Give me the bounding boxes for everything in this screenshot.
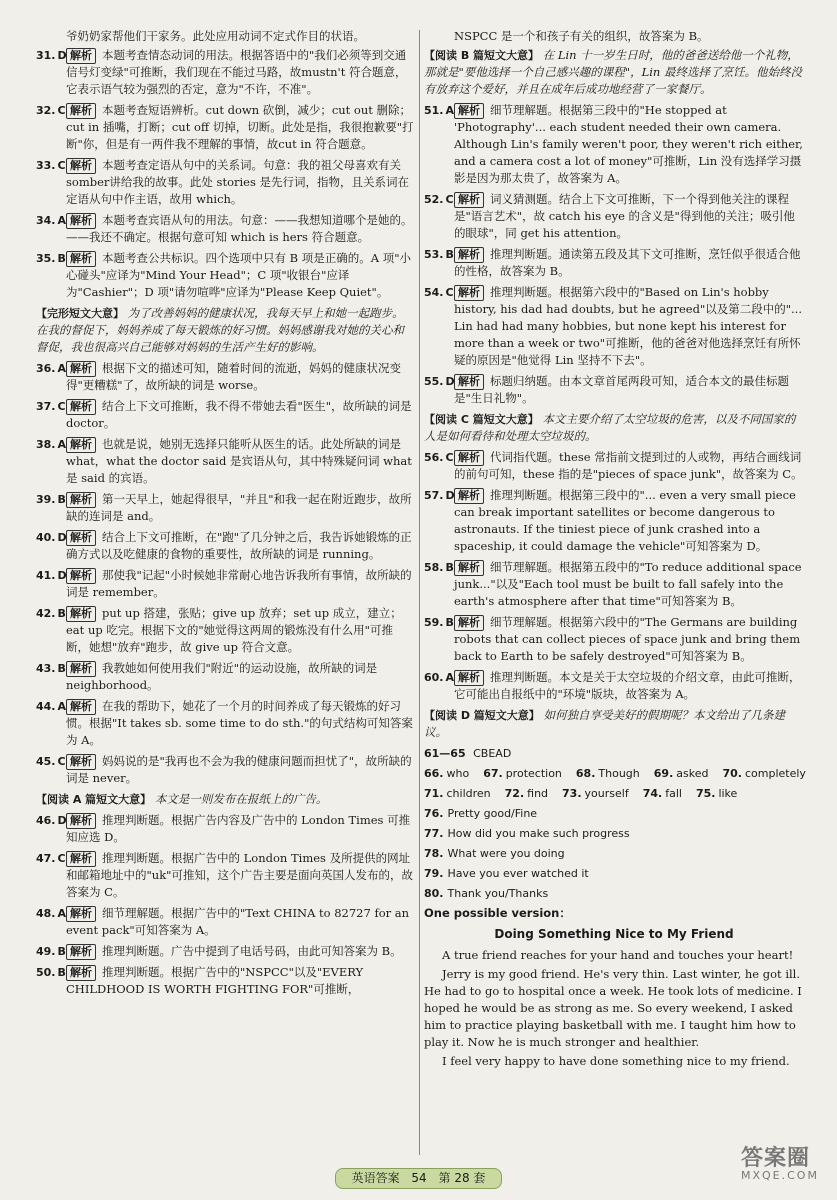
reading-b-summary (424, 47, 804, 98)
analysis-tag: 解析 (454, 670, 484, 686)
summary-label: 【阅读 B 篇短文大意】 (424, 49, 540, 62)
answer-item (424, 449, 804, 483)
explanation-text: 在我的帮助下，她花了一个月的时间养成了每天锻炼的好习惯。根据"It takes sb. some time to do sth."的句式结构可知答案为 A。 (66, 699, 413, 747)
blank-word: protection (505, 767, 562, 780)
essay-paragraph: A true friend reaches for your hand and touches your heart! (442, 948, 794, 962)
blank-word: like (718, 787, 738, 800)
explanation-text: 推理判断题。通读第五段及其下文可推断，烹饪似乎很适合他的性格，故答案为 B。 (454, 247, 801, 278)
analysis-tag: 解析 (66, 699, 96, 715)
answer-letter: A (57, 907, 67, 920)
answer-item (424, 284, 804, 369)
question-number (424, 284, 454, 301)
question-num: 50. (36, 966, 56, 979)
explanation-text: put up 搭建，张贴；give up 放弃；set up 成立，建立；eat up 吃完。根据下文的"她觉得这两周的锻炼没有什么用"可推断，她想"放弃"跑步，故 give up 符合文意。 (66, 606, 402, 654)
summary-text: 如何独自享受美好的假期呢？本文给出了几条建议。 (424, 708, 785, 739)
question-number (36, 102, 66, 119)
question-number (36, 943, 66, 960)
explanation-text: 标题归纳题。由本文章首尾两段可知，适合本文的最佳标题是"生日礼物"。 (454, 374, 789, 405)
answer-item (36, 753, 414, 787)
essay-paragraph: I feel very happy to have done something nice to my friend. (442, 1054, 790, 1068)
analysis-tag: 解析 (66, 437, 96, 453)
dialogue-number: 78. (424, 847, 444, 860)
footer-pill (335, 1168, 503, 1189)
summary-label: 【阅读 C 篇短文大意】 (424, 413, 539, 426)
question-number (36, 964, 66, 981)
analysis-tag: 解析 (66, 399, 96, 415)
answer-letter: D (57, 814, 67, 827)
answer-letter: B (57, 945, 66, 958)
answer-item (36, 529, 414, 563)
analysis-tag: 解析 (66, 754, 96, 770)
analysis-tag: 解析 (454, 247, 484, 263)
analysis-tag: 解析 (66, 251, 96, 267)
dialogue-number: 77. (424, 827, 444, 840)
question-number (424, 246, 454, 263)
answer-item (424, 559, 804, 610)
explanation-text: 词义猜测题。结合上下文可推断，下一个得到他关注的课程是"语言艺术"，故 catch his eye 的含义是"得到他的关注；吸引他的眼球"，同 get his attention。 (454, 192, 795, 240)
summary-text: 为了改善妈妈的健康状况，我每天早上和她一起跑步。在我的督促下，妈妈养成了每天锻炼的好习惯。妈妈感谢我对她的关心和督促，我也很高兴自己能够对妈妈的生活产生好的影响。 (36, 306, 404, 354)
answer-letter: C (57, 159, 66, 172)
dialogue-answer (424, 805, 804, 822)
explanation-text: 推理判断题。根据第六段中的"Based on Lin's hobby history, his dad had doubts, but he agreed"以及第二段中的"... Lin had had many hobbies, but none kept his interest for more than a week or two"可推断，他的爸爸对他选择烹饪有所怀疑的原因是"他觉得 Lin 坚持不下去"。 (454, 285, 802, 367)
question-number (36, 250, 66, 267)
question-num: 60. (424, 671, 444, 684)
question-number (36, 47, 67, 64)
question-num: 34. (36, 214, 56, 227)
blank-number: 73. (562, 787, 582, 800)
question-number (36, 905, 66, 922)
analysis-tag: 解析 (66, 213, 96, 229)
answer-letter: C (57, 400, 66, 413)
blank-answer (654, 765, 709, 782)
question-num: 46. (36, 814, 56, 827)
dialogue-text: What were you doing (447, 847, 565, 860)
blank-word: fall (665, 787, 682, 800)
analysis-tag: 解析 (454, 450, 484, 466)
explanation-text: 细节理解题。根据第三段中的"He stopped at 'Photography'... each student needed their own camera. Although Lin's family weren't poor, they weren't rich either, and a camera cost a lot of money"可推断，Lin 没有选择学习摄影是因为那太贵了，故答案为 A。 (454, 103, 803, 185)
explanation-text: 也就是说，她别无选择只能听从医生的话。此处所缺的词是 what，what the doctor said 是宾语从句，其中特殊疑问词 what 是 said 的宾语。 (66, 437, 412, 485)
explanation-text: 细节理解题。根据第五段中的"To reduce additional space junk..."以及"Each tool must be built to fall safely into the earth's atmosphere after that time"可知答案为 B。 (454, 560, 802, 608)
blank-number: 72. (504, 787, 525, 800)
analysis-tag: 解析 (454, 488, 484, 504)
answer-letter: B (57, 493, 66, 506)
watermark-logo (741, 1146, 831, 1194)
essay-label: One possible version： (424, 906, 571, 920)
answer-letter: B (57, 607, 66, 620)
blank-answers-66-70 (424, 765, 804, 782)
dialogue-number: 79. (424, 867, 444, 880)
blank-number: 67. (483, 767, 503, 780)
answer-item (36, 812, 414, 846)
question-num: 40. (36, 531, 56, 544)
blank-answer (696, 785, 737, 802)
answer-letter: C (57, 852, 66, 865)
answer-letter: D (57, 49, 67, 62)
answer-letter: B (57, 252, 66, 265)
answer-item (36, 605, 414, 656)
answer-letter: C (445, 286, 454, 299)
answer-letter: A (57, 438, 67, 451)
question-num: 57. (424, 489, 444, 502)
blank-answer (576, 765, 640, 782)
answer-letter: D (57, 531, 67, 544)
analysis-tag: 解析 (66, 48, 96, 64)
summary-text: 本文是一则发布在报纸上的广告。 (154, 792, 328, 806)
question-num: 39. (36, 493, 56, 506)
answer-letter: C (445, 451, 454, 464)
explanation-text: 代词指代题。these 常指前文提到过的人或物，再结合画线词的前句可知，these 指的是"pieces of space junk"，故答案为 C。 (454, 450, 803, 481)
question-num: 37. (36, 400, 56, 413)
dialogue-answer (424, 845, 804, 862)
summary-text: 在 Lin 十一岁生日时，他的爸爸送给他一个礼物，那就是"要他选择一个自己感兴趣的课程"，Lin 最终选择了烹饪。他始终没有放弃这个爱好，并且在成年后成功地经营了一家餐厅。 (424, 48, 802, 96)
answer-item (424, 373, 804, 407)
explanation-text: 结合上下文可推断，在"跑"了几分钟之后，我告诉她锻炼的正确方式以及吃健康的食物的重要性，故所缺的词是 running。 (66, 530, 412, 561)
question-num: 56. (424, 451, 444, 464)
question-num: 51. (424, 104, 444, 117)
answer-item (36, 250, 414, 301)
question-num: 32. (36, 104, 56, 117)
answer-letter: C (57, 755, 66, 768)
answer-letter: B (445, 616, 454, 629)
analysis-tag: 解析 (454, 615, 484, 631)
question-num: 45. (36, 755, 56, 768)
blank-number: 69. (653, 767, 674, 780)
question-number (36, 529, 67, 546)
explanation-text: 结合上下文可推断，我不得不带她去看"医生"，故所缺的词是 doctor。 (66, 399, 412, 430)
column-divider (419, 30, 420, 1155)
footer-subject: 英语答案 (351, 1171, 400, 1185)
answer-letter: B (445, 561, 454, 574)
blank-answer (643, 785, 682, 802)
analysis-tag: 解析 (66, 492, 96, 508)
summary-label: 【完形短文大意】 (36, 307, 124, 320)
question-number (36, 360, 66, 377)
explanation-text: 推理判断题。本文是关于太空垃圾的介绍文章，由此可推断，它可能出自报纸中的"环境"版块，故答案为 A。 (454, 670, 801, 701)
question-number (36, 398, 66, 415)
question-num: 44. (36, 700, 56, 713)
explanation-text: 推理判断题。根据第三段中的"... even a very small piece can break important satellites or become dangerous to astronauts. If the tiniest piece of junk crashed into a spaceship, it could damage the vehicle"可知答案为 D。 (454, 488, 796, 553)
answer-letter: D (445, 489, 455, 502)
reading-c-summary (424, 411, 804, 445)
question-number (36, 157, 66, 174)
question-number (36, 212, 66, 229)
answer-letter: D (57, 569, 67, 582)
right-column (424, 28, 804, 1072)
explanation-text: 本题考查公共标识。四个选项中只有 B 项是正确的。A 项"小心碰头"应译为"Mind Your Head"；C 项"收银台"应译为"Cashier"；D 项"请勿喧哗"应译为"Please Keep Quiet"。 (66, 251, 412, 299)
answer-item (36, 943, 414, 960)
answer-letter: B (57, 662, 66, 675)
analysis-tag: 解析 (66, 661, 96, 677)
explanation-text: 本题考查短语辨析。cut down 砍倒，减少；cut out 删除；cut in 插嘴，打断；cut off 切掉，切断。此处是指，我很抱歉要"打断"你，但是有一两件我不理解的事情，故cut in 符合题意。 (66, 103, 414, 151)
analysis-tag: 解析 (66, 606, 96, 622)
page-footer (0, 1168, 837, 1189)
question-number (424, 487, 455, 504)
cloze-summary (36, 305, 414, 356)
continuation-text: 爷奶奶家帮他们干家务。此处应用动词不定式作目的状语。 (66, 29, 365, 43)
summary-label: 【阅读 D 篇短文大意】 (424, 709, 540, 722)
question-number (36, 850, 66, 867)
analysis-tag: 解析 (66, 851, 96, 867)
answer-item (424, 669, 804, 703)
question-number (424, 102, 454, 119)
watermark-sub: MXQE.COM (741, 1169, 819, 1182)
explanation-text: 本题考查宾语从句的用法。句意：——我想知道哪个是她的。——我还不确定。根据句意可知 which is hers 符合题意。 (66, 213, 413, 244)
analysis-tag: 解析 (454, 560, 484, 576)
question-num: 55. (424, 375, 444, 388)
analysis-tag: 解析 (454, 285, 484, 301)
analysis-tag: 解析 (454, 374, 484, 390)
analysis-tag: 解析 (66, 944, 96, 960)
question-number (36, 698, 66, 715)
dialogue-text: Pretty good/Fine (447, 807, 538, 820)
blank-word: find (527, 787, 549, 800)
answer-letter: A (57, 700, 67, 713)
answer-item (36, 964, 414, 998)
reading-a-summary (36, 791, 414, 808)
question-number (36, 660, 66, 677)
answer-letter: A (57, 362, 67, 375)
summary-label: 【阅读 A 篇短文大意】 (36, 793, 152, 806)
question-num: 47. (36, 852, 56, 865)
essay-body (424, 947, 804, 1070)
answer-item (36, 212, 414, 246)
footer-set: 第 28 套 (438, 1171, 486, 1185)
answer-item (36, 360, 414, 394)
explanation-text: 本题考查情态动词的用法。根据答语中的"我们必须等到交通信号灯变绿"可推断，我们现在不能过马路，故mustn't 符合题意，它表示语气较为强烈的否定，意为"不许，不准"。 (66, 48, 407, 96)
dialogue-text: How did you make such progress (447, 827, 630, 840)
explanation-text: 推理判断题。根据广告中的 London Times 及所提供的网址和邮箱地址中的"uk"可推知，这个广告主要是面向英国人发布的，故答案为 C。 (66, 851, 413, 899)
blank-answer (424, 765, 469, 782)
blank-number: 70. (722, 767, 742, 780)
answer-item (36, 398, 414, 432)
explanation-text: 细节理解题。根据广告中的"Text CHINA to 82727 for an event pack"可知答案为 A。 (66, 906, 410, 937)
answer-letter: C (445, 193, 454, 206)
dialogue-text: Thank you/Thanks (447, 887, 549, 900)
answer-item (36, 157, 414, 208)
analysis-tag: 解析 (454, 192, 484, 208)
answer-letter: A (57, 214, 67, 227)
answer-item (424, 614, 804, 665)
blank-word: asked (676, 767, 709, 780)
blank-answer (562, 785, 629, 802)
question-number (36, 567, 67, 584)
question-num: 59. (424, 616, 444, 629)
answer-item (424, 191, 804, 242)
dialogue-answer (424, 825, 804, 842)
answer-item (36, 850, 414, 901)
question-num: 49. (36, 945, 56, 958)
answer-item (36, 47, 414, 98)
question-number (424, 559, 454, 576)
blank-word: who (446, 767, 470, 780)
blank-word: yourself (584, 787, 629, 800)
left-column (36, 28, 414, 1002)
dialogue-text: Have you ever watched it (447, 867, 589, 880)
answer-letter: D (445, 375, 455, 388)
explanation-text: 第一天早上，她起得很早，"并且"和我一起在附近跑步，故所缺的连词是 and。 (66, 492, 412, 523)
continuation-text: NSPCC 是一个和孩子有关的组织，故答案为 B。 (454, 29, 709, 43)
question-num: 41. (36, 569, 56, 582)
question-num: 43. (36, 662, 56, 675)
question-number (424, 191, 454, 208)
blank-number: 68. (575, 767, 596, 780)
question-number (424, 614, 454, 631)
explanation-text: 那使我"记起"小时候她非常耐心地告诉我所有事情，故所缺的词是 remember。 (66, 568, 412, 599)
question-num: 58. (424, 561, 444, 574)
question-number (424, 669, 454, 686)
answer-item (36, 102, 414, 153)
question-num: 42. (36, 607, 56, 620)
explanation-text: 根据下文的描述可知，随着时间的流逝，妈妈的健康状况变得"更糟糕"了，故所缺的词是 worse。 (66, 361, 401, 392)
analysis-tag: 解析 (66, 158, 96, 174)
question-num: 54. (424, 286, 444, 299)
analysis-tag: 解析 (66, 530, 96, 546)
question-num: 36. (36, 362, 56, 375)
blank-answer (722, 765, 805, 782)
question-number (36, 812, 67, 829)
answer-range: 61—65 (424, 747, 466, 760)
blank-answer (483, 765, 562, 782)
explanation-text: 细节理解题。根据第六段中的"The Germans are building robots that can collect pieces of space junk and bring them back to Earth to be safely destroyed"可知答案为 B。 (454, 615, 801, 663)
explanation-text: 推理判断题。根据广告中的"NSPCC"以及"EVERY CHILDHOOD IS WORTH FIGHTING FOR"可推断， (66, 965, 364, 996)
analysis-tag: 解析 (66, 568, 96, 584)
dialogue-number: 80. (424, 887, 444, 900)
watermark-main: 答案圈 (741, 1146, 811, 1171)
question-num: 33. (36, 159, 56, 172)
dialogue-answer (424, 865, 804, 882)
blank-word: children (446, 787, 491, 800)
blank-answer (424, 785, 491, 802)
answer-letters: CBEAD (473, 747, 512, 760)
answer-item (424, 102, 804, 187)
answers-61-65 (424, 745, 804, 762)
question-num: 48. (36, 907, 56, 920)
answer-item (424, 487, 804, 555)
dialogue-answer (424, 885, 804, 902)
explanation-text: 妈妈说的是"我再也不会为我的健康问题而担忧了"，故所缺的词是 never。 (66, 754, 412, 785)
blank-word: completely (744, 767, 806, 780)
essay-title: Doing Something Nice to My Friend (494, 927, 734, 941)
blank-number: 66. (424, 767, 444, 780)
question-number (36, 491, 66, 508)
dialogue-number: 76. (424, 807, 444, 820)
answer-item (36, 698, 414, 749)
blank-word: Though (598, 767, 640, 780)
answer-item (36, 567, 414, 601)
explanation-text: 推理判断题。根据广告内容及广告中的 London Times 可推知应选 D。 (66, 813, 411, 844)
question-number (36, 605, 66, 622)
answer-letter: B (445, 248, 454, 261)
reading-d-summary (424, 707, 804, 741)
blank-number: 75. (695, 787, 716, 800)
analysis-tag: 解析 (454, 103, 484, 119)
explanation-text: 本题考查定语从句中的关系词。句意：我的祖父母喜欢有关somber讲给我的故事。此处 stories 是先行词，指物，且关系词在定语从句中作主语，故用 which。 (66, 158, 410, 206)
answer-letter: C (57, 104, 66, 117)
footer-page-number: 54 (411, 1171, 427, 1185)
analysis-tag: 解析 (66, 965, 96, 981)
explanation-text: 我教她如何使用我们"附近"的运动设施，故所缺的词是 neighborhood。 (66, 661, 378, 692)
question-number (424, 373, 455, 390)
blank-answer (505, 785, 548, 802)
answer-item (424, 246, 804, 280)
question-number (36, 436, 66, 453)
blank-number: 71. (424, 787, 444, 800)
answer-item (36, 905, 414, 939)
analysis-tag: 解析 (66, 361, 96, 377)
question-number (424, 449, 454, 466)
analysis-tag: 解析 (66, 906, 96, 922)
question-num: 38. (36, 438, 56, 451)
answer-item (36, 436, 414, 487)
question-num: 31. (36, 49, 56, 62)
blank-number: 74. (642, 787, 663, 800)
question-num: 52. (424, 193, 444, 206)
answer-item (36, 491, 414, 525)
answer-letter: B (57, 966, 66, 979)
answer-item (36, 660, 414, 694)
analysis-tag: 解析 (66, 813, 96, 829)
answer-letter: A (445, 671, 455, 684)
answer-letter: A (445, 104, 455, 117)
blank-answers-71-75 (424, 785, 804, 802)
question-num: 53. (424, 248, 444, 261)
analysis-tag: 解析 (66, 103, 96, 119)
summary-text: 本文主要介绍了太空垃圾的危害，以及不同国家的人是如何看待和处理太空垃圾的。 (424, 412, 796, 443)
explanation-text: 推理判断题。广告中提到了电话号码，由此可知答案为 B。 (102, 944, 402, 958)
question-number (36, 753, 66, 770)
question-num: 35. (36, 252, 56, 265)
essay-paragraph: Jerry is my good friend. He's very thin. Last winter, he got ill. He had to go to hospital once a week. He took lots of medicine. I hoped he would be as strong as me. So every weekend, I asked him to practice playing basketball with me. I taught him how to play it. Now he is much stronger and healthier. (424, 967, 802, 1049)
